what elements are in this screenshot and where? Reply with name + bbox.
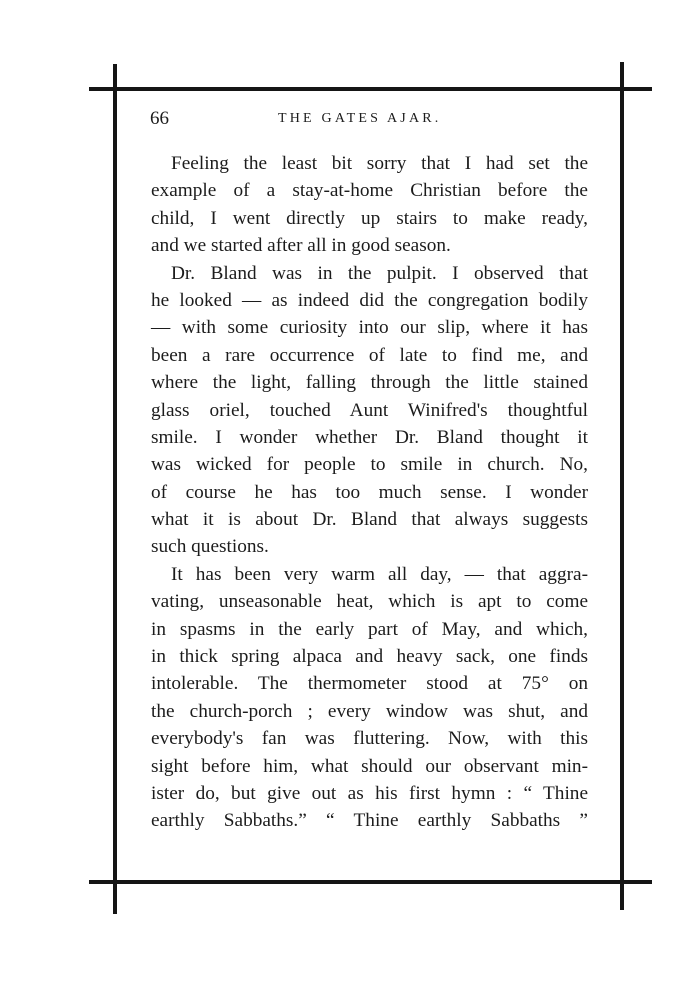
border-rule-left bbox=[113, 64, 117, 914]
text-line: in spasms in the early part of May, and which, bbox=[151, 618, 588, 640]
border-rule-bottom bbox=[89, 880, 652, 884]
border-rule-top bbox=[89, 87, 652, 91]
text-line: of course he has too much sense. I wonder bbox=[151, 481, 588, 503]
text-line: glass oriel, touched Aunt Winifred's thoughtful bbox=[151, 399, 588, 421]
text-line: It has been very warm all day, — that aggra- bbox=[171, 563, 588, 585]
text-line: earthly Sabbaths.” “ Thine earthly Sabbaths ” bbox=[151, 810, 588, 832]
text-line: Dr. Bland was in the pulpit. I observed that bbox=[171, 262, 588, 284]
text-line: what it is about Dr. Bland that always suggests bbox=[151, 509, 588, 531]
text-line: sight before him, what should our observant min- bbox=[151, 755, 588, 777]
text-line: everybody's fan was fluttering. Now, with this bbox=[151, 728, 588, 750]
running-title: THE GATES AJAR. bbox=[278, 111, 442, 126]
border-rule-right bbox=[620, 62, 624, 910]
text-line: vating, unseasonable heat, which is apt to come bbox=[151, 591, 588, 613]
text-line: was wicked for people to smile in church. No, bbox=[151, 454, 588, 476]
page-number: 66 bbox=[150, 108, 169, 129]
text-line: the church-porch ; every window was shut, and bbox=[151, 700, 588, 722]
text-line: he looked — as indeed did the congregation bodily bbox=[151, 289, 588, 311]
text-line: and we started after all in good season. bbox=[151, 235, 451, 257]
text-line: — with some curiosity into our slip, where it has bbox=[151, 317, 588, 339]
text-line: in thick spring alpaca and heavy sack, one finds bbox=[151, 646, 588, 668]
text-line: smile. I wonder whether Dr. Bland thought it bbox=[151, 426, 588, 448]
text-line: ister do, but give out as his first hymn : “ Thine bbox=[151, 782, 588, 804]
text-line: where the light, falling through the little stained bbox=[151, 372, 588, 394]
text-line: been a rare occurrence of late to find me, and bbox=[151, 344, 588, 366]
text-line: example of a stay-at-home Christian before the bbox=[151, 180, 588, 202]
text-line: intolerable. The thermometer stood at 75° on bbox=[151, 673, 588, 695]
text-line: such questions. bbox=[151, 536, 269, 558]
body-text bbox=[151, 150, 588, 835]
text-line: Feeling the least bit sorry that I had set the bbox=[171, 153, 588, 174]
page-header bbox=[150, 108, 590, 134]
text-line: child, I went directly up stairs to make ready, bbox=[151, 207, 588, 229]
